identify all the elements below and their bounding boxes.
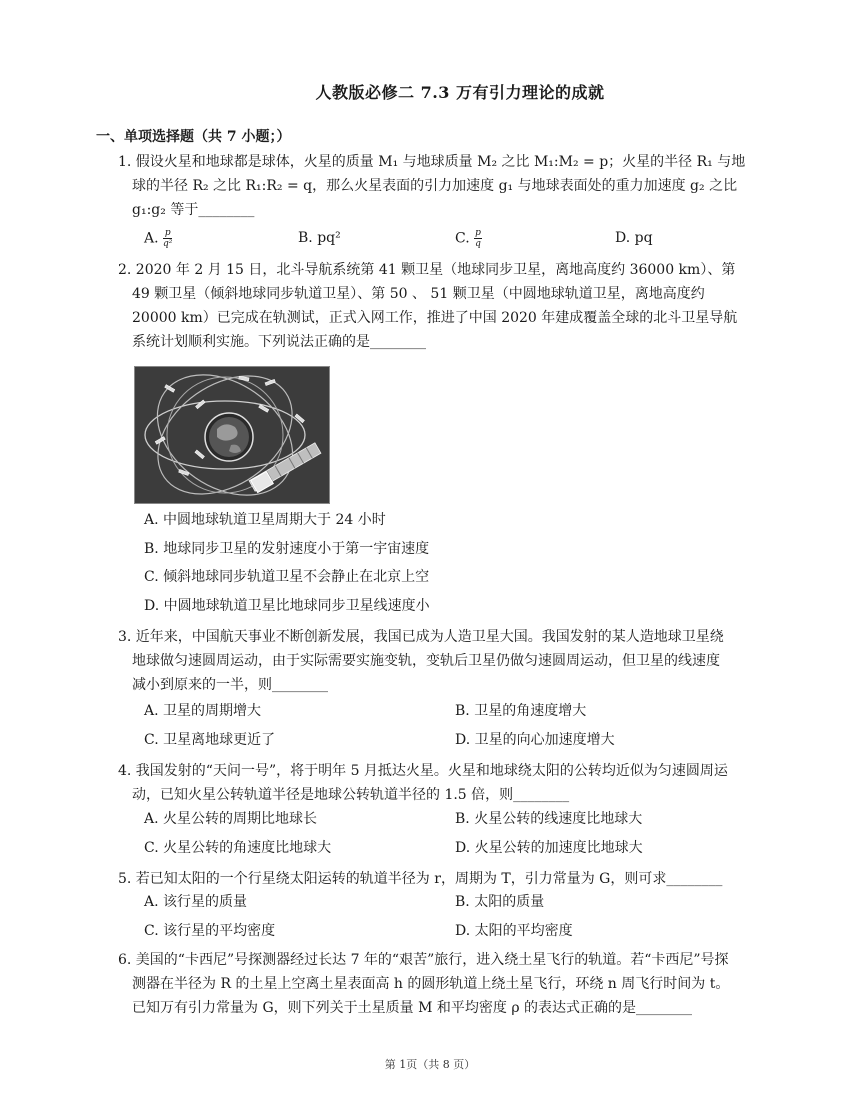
fraction-denominator: q [475,239,481,249]
beidou-constellation-illustration [135,367,329,503]
question-6-line-2: 测器在半径为 R 的土星上空离土星表面高 h 的圆形轨道上绕土星飞行，环绕 n 周飞行时间为 t。 [132,976,730,992]
question-1 [118,150,764,222]
question-5 [118,867,764,891]
option-3d: D. 卫星的向心加速度增大 [455,732,615,748]
question-1-line-1: 1. 假设火星和地球都是球体，火星的质量 M₁ 与地球质量 M₂ 之比 M₁:M₂ = p；火星的半径 R₁ 与地 [118,154,746,170]
option-1a [144,228,172,249]
option-4c: C. 火星公转的角速度比地球大 [144,840,332,856]
fraction-denominator: q² [163,239,173,249]
question-1-line-3: g₁:g₂ 等于________ [132,202,255,218]
fraction-numerator: p [475,228,481,238]
satellite-orbit-image [134,366,330,504]
option-3a: A. 卫星的周期增大 [144,703,262,719]
question-4-line-2: 动，已知火星公转轨道半径是地球公转轨道半径的 1.5 倍，则________ [132,787,570,803]
option-1b: B. pq² [298,230,341,246]
option-2a: A. 中圆地球轨道卫星周期大于 24 小时 [144,512,386,528]
question-1-line-2: 球的半径 R₂ 之比 R₁:R₂ = q，那么火星表面的引力加速度 g₁ 与地球表面处的重力加速度 g₂ 之比 [132,178,738,194]
option-1a-label: A. [144,230,159,247]
question-6-line-3: 已知万有引力常量为 G，则下列关于土星质量 M 和平均密度 ρ 的表达式正确的是________ [132,1000,692,1016]
question-5-line-1: 5. 若已知太阳的一个行星绕太阳运转的轨道半径为 r，周期为 T，引力常量为 G，则可求________ [118,871,723,887]
question-4-line-1: 4. 我国发射的“天问一号”，将于明年 5 月抵达火星。火星和地球绕太阳的公转均近似为匀速圆周运 [118,763,728,779]
option-1c [455,228,482,249]
question-6 [118,948,764,1020]
option-2c: C. 倾斜地球同步轨道卫星不会静止在北京上空 [144,569,430,585]
question-3-line-3: 减小到原来的一半，则________ [132,677,328,693]
option-5a: A. 该行星的质量 [144,894,248,910]
option-4b: B. 火星公转的线速度比地球大 [455,811,643,827]
option-5d: D. 太阳的平均密度 [455,923,573,939]
question-2-line-3: 20000 km）已完成在轨测试，正式入网工作，推进了中国 2020 年建成覆盖全球的北斗卫星导航 [132,310,738,326]
option-4a: A. 火星公转的周期比地球长 [144,811,318,827]
option-3c: C. 卫星离地球更近了 [144,732,276,748]
option-4d: D. 火星公转的加速度比地球大 [455,840,643,856]
page-title: 人教版必修二 7.3 万有引力理论的成就 [315,83,605,102]
option-2b: B. 地球同步卫星的发射速度小于第一宇宙速度 [144,541,430,557]
option-1d: D. pq [615,230,653,246]
question-2-line-1: 2. 2020 年 2 月 15 日，北斗导航系统第 41 颗卫星（地球同步卫星，离地高度约 36000 km）、第 [118,262,736,278]
section-title: 一、单项选择题（共 7 小题；） [96,129,291,145]
option-3b: B. 卫星的角速度增大 [455,703,587,719]
option-5b: B. 太阳的质量 [455,894,545,910]
option-1c-label: C. [455,230,470,247]
question-2 [118,258,764,354]
option-1a-fraction [163,228,172,249]
fraction-numerator: p [164,228,171,238]
page-footer: 第 1页（共 8 页） [384,1058,476,1071]
option-1c-fraction [474,228,482,249]
option-2d: D. 中圆地球轨道卫星比地球同步卫星线速度小 [144,598,430,614]
question-4 [118,759,764,807]
question-3-line-2: 地球做匀速圆周运动，由于实际需要实施变轨，变轨后卫星仍做匀速圆周运动，但卫星的线速度 [132,653,720,669]
question-6-line-1: 6. 美国的“卡西尼”号探测器经过长达 7 年的“艰苦”旅行，进入绕土星飞行的轨道。若“卡西尼”号探 [118,952,729,968]
question-3 [118,625,764,697]
option-5c: C. 该行星的平均密度 [144,923,276,939]
question-2-line-4: 系统计划顺利实施。下列说法正确的是________ [132,334,426,350]
question-2-line-2: 49 颗卫星（倾斜地球同步轨道卫星）、第 50 、 51 颗卫星（中圆地球轨道卫星，离地高度约 [132,286,705,302]
question-3-line-1: 3. 近年来，中国航天事业不断创新发展，我国已成为人造卫星大国。我国发射的某人造地球卫星绕 [118,629,724,645]
